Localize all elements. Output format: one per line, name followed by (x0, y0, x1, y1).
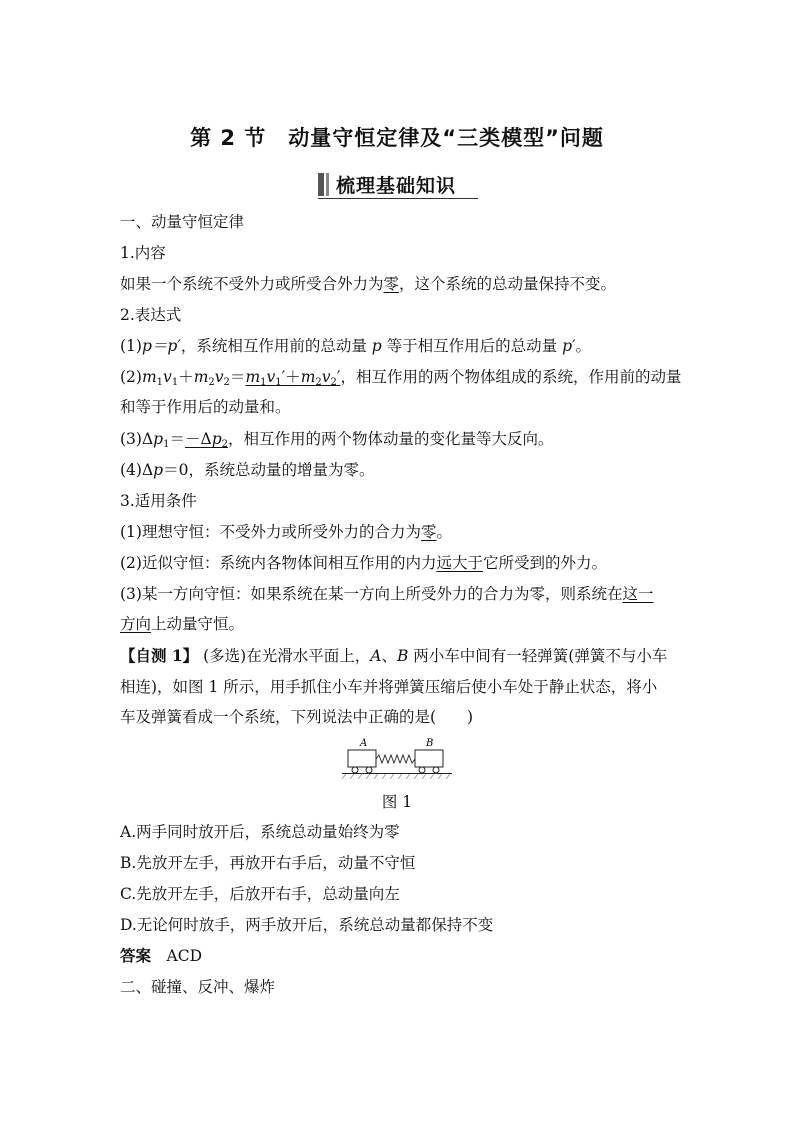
answer: 答案 ACD (120, 946, 203, 965)
cart-b-wheel-right (433, 767, 439, 773)
condition-2: (2)近似守恒：系统内各物体间相互作用的内力远大于它所受到的外力。 (120, 554, 607, 572)
exercise-line-1: 【自测 1】 (多选)在光滑水平面上，A、B 两小车中间有一轻弹簧(弹簧不与小车 (120, 646, 668, 665)
cart-a-wheel-left (352, 767, 358, 773)
expression-4: (4)Δp＝0，系统总动量的增量为零。 (120, 461, 375, 479)
condition-1: (1)理想守恒：不受外力或所受外力的合力为零。 (120, 523, 452, 541)
heading-collision: 二、碰撞、反冲、爆炸 (120, 978, 276, 996)
cart-b (415, 750, 443, 767)
expression-2: $(2)m_1v_1+m_2v_2=m_1v_1'+m_2v_2'$，相互作用的两个物体组成的系统，作用前的动量 (120, 368, 682, 388)
paragraph-content: 如果一个系统不受外力或所受合外力为零，这个系统的总动量保持不变。 (120, 275, 617, 293)
cart-a (348, 750, 376, 767)
banner-bar-decoration-thin (326, 173, 329, 196)
condition-3: (3)某一方向守恒：如果系统在某一方向上所受外力的合力为零，则系统在这一 (120, 585, 654, 603)
option-d: D.无论何时放手，两手放开后，系统总动量都保持不变 (120, 916, 494, 934)
condition-3-cont: 方向上动量守恒。 (120, 615, 245, 633)
banner-label: 梳理基础知识 (336, 175, 457, 197)
figure-caption: 图 1 (381, 793, 413, 811)
heading-content: 1.内容 (120, 244, 166, 262)
exercise-line-2: 相连)，如图 1 所示，用手抓住小车并将弹簧压缩后使小车处于静止状态，将小 (120, 678, 658, 696)
expression-1: (1)p＝p′，系统相互作用前的总动量 p 等于相互作用后的总动量 p′。 (120, 337, 592, 355)
option-a: A.两手同时放开后，系统总动量始终为零 (120, 823, 400, 841)
figure-carts-spring (340, 736, 454, 780)
page-title: 第 2 节 动量守恒定律及“三类模型”问题 (190, 126, 604, 150)
cart-a-wheel-right (366, 767, 372, 773)
expression-2-cont: 和等于作用后的动量和。 (120, 398, 291, 416)
spring (376, 755, 415, 763)
cart-b-wheel-left (419, 767, 425, 773)
heading-conditions: 3.适用条件 (120, 492, 197, 510)
banner-bar-decoration (318, 173, 324, 196)
section-banner (318, 170, 478, 199)
figure-label-b: B (426, 738, 434, 749)
expression-3: $(3)\Delta p_1=-\Delta p_2$，相互作用的两个物体动量的变化量等大反向。 (120, 430, 554, 450)
heading-expression: 2.表达式 (120, 306, 182, 324)
option-c: C.先放开左手，后放开右手，总动量向左 (120, 885, 400, 903)
figure-label-a: A (360, 738, 368, 749)
option-b: B.先放开左手，再放开右手后，动量不守恒 (120, 854, 416, 872)
exercise-line-3: 车及弹簧看成一个系统，下列说法中正确的是( ) (120, 708, 474, 726)
ground-hatching (342, 774, 450, 779)
heading-momentum-conservation: 一、动量守恒定律 (120, 213, 245, 231)
